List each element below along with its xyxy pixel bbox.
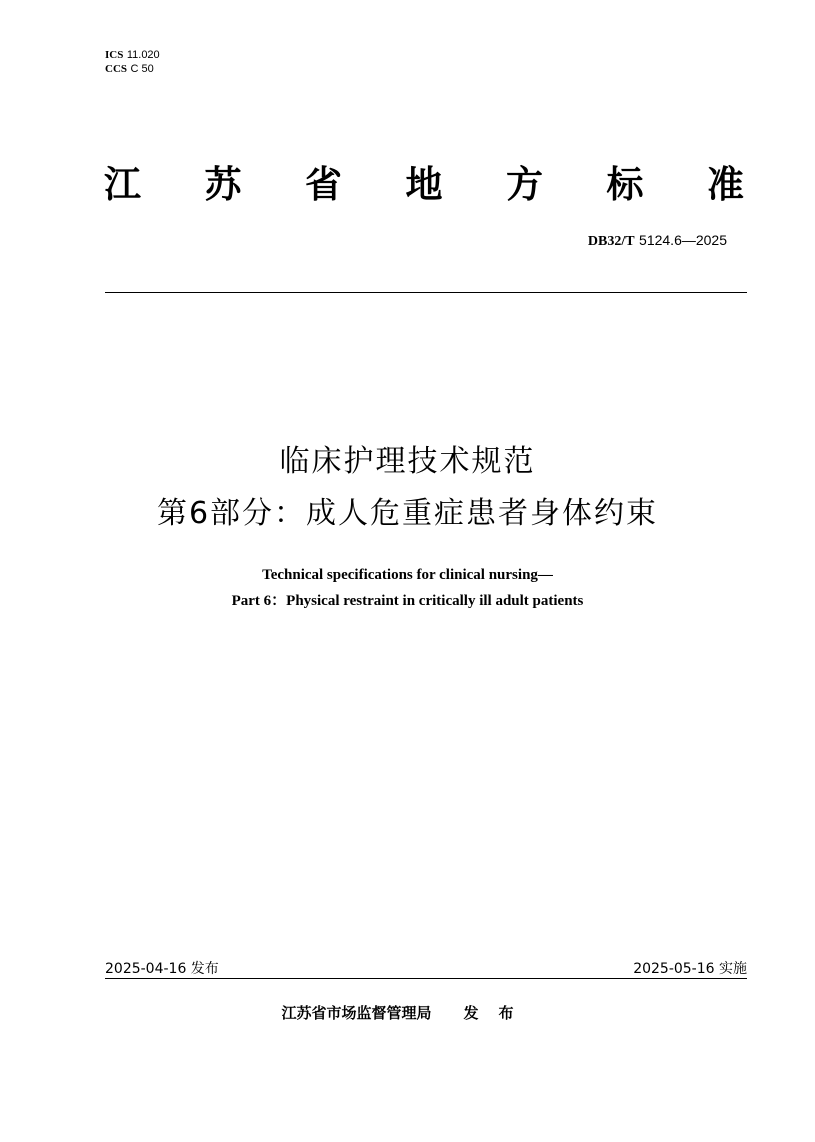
implementation-date: 2025-05-16 实施 [633, 961, 747, 977]
heading-char: 地 [405, 163, 443, 206]
top-divider [105, 292, 747, 293]
ics-value: 11.020 [126, 49, 160, 61]
title-zh-line2: 第6部分：成人危重症患者身体约束 [156, 496, 659, 531]
ccs-label: CCS [105, 63, 128, 75]
standard-number [588, 232, 727, 250]
title-en-line2: Part 6：Physical restraint in critically ill adult patients [231, 593, 584, 609]
issuer-action: 发布 [463, 1004, 534, 1022]
ccs-value: C 50 [130, 63, 154, 75]
issuer-line [0, 1002, 815, 1023]
bottom-divider [105, 978, 747, 979]
heading-char: 标 [606, 163, 644, 206]
standard-number-value: 5124.6—2025 [639, 232, 727, 248]
heading-char: 苏 [204, 163, 242, 206]
issuer-name: 江苏省市场监督管理局 [281, 1004, 432, 1022]
heading-char: 方 [506, 163, 543, 206]
issue-date: 2025-04-16 发布 [105, 961, 219, 977]
ics-code [105, 48, 160, 62]
classification-codes [105, 48, 160, 76]
ccs-code [105, 62, 160, 76]
ics-label: ICS [105, 49, 124, 61]
heading-char: 省 [305, 163, 342, 206]
standard-number-prefix: DB32/T [587, 234, 635, 249]
heading-char: 准 [707, 163, 744, 206]
title-en-line1: Technical specifications for clinical nursing— [262, 567, 553, 583]
heading-char: 江 [104, 163, 141, 206]
standard-type-heading [104, 160, 744, 210]
title-zh-line1: 临床护理技术规范 [279, 444, 536, 479]
